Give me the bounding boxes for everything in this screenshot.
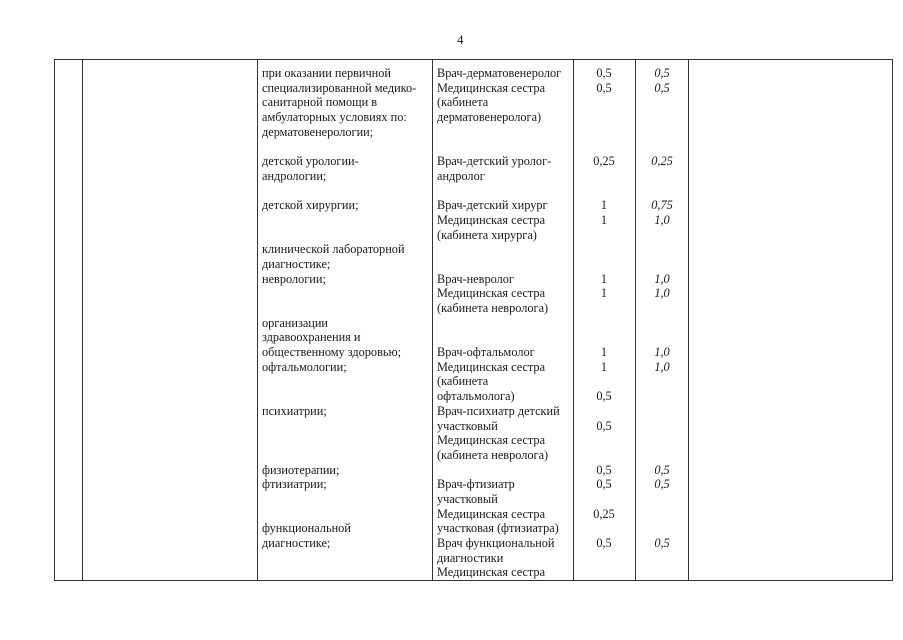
table-cell-line: 0,5 [596, 418, 612, 433]
table-cell-line [437, 330, 572, 345]
table-cell-line [262, 374, 432, 389]
column-divider [688, 60, 689, 580]
table-cell-line [574, 110, 634, 125]
table-cell-line: (кабинета невролога) [437, 447, 549, 462]
table-cell-line [574, 433, 634, 448]
actual-rate-column [636, 66, 688, 580]
table-cell-line [574, 139, 634, 154]
table-cell-line [636, 551, 688, 566]
table-cell-line [262, 228, 432, 243]
table-cell-line [636, 184, 688, 199]
table-cell-line: андролог [437, 168, 485, 183]
table-cell-line: организации [262, 315, 329, 330]
table-cell-line: 0,5 [596, 389, 612, 404]
table-cell-line: клинической лабораторной [262, 242, 405, 257]
table-cell-line: диагностике; [262, 536, 331, 550]
table-cell-line [636, 330, 688, 345]
table-cell-line [262, 419, 432, 434]
table-cell-line: Медицинская сестра [437, 286, 546, 301]
table-cell-line: (кабинета невролога) [437, 301, 549, 315]
table-cell-line [636, 169, 688, 184]
table-cell-line: 0,5 [654, 66, 670, 80]
table-cell-line: 1,0 [654, 359, 670, 374]
table-cell-line: функциональной [262, 521, 351, 536]
table-cell-line: 0,5 [596, 66, 612, 80]
table-cell-line [262, 565, 432, 580]
table-cell-line: 0,5 [596, 477, 612, 492]
table-cell-line: амбулаторных условиях по: [262, 110, 407, 125]
table-cell-line: 1 [600, 198, 608, 213]
table-cell-line: Медицинская сестра [437, 80, 546, 95]
table-cell-line: 0,5 [654, 80, 670, 95]
table-cell-line: специализированной медико- [262, 80, 417, 95]
table-cell-line: 0,5 [596, 462, 612, 477]
table-cell-line [574, 95, 634, 110]
table-cell-line [636, 492, 688, 507]
table-cell-line: 0,5 [596, 80, 612, 95]
table-cell-line [262, 301, 432, 316]
table-cell-line [636, 521, 688, 536]
table-cell-line: Медицинская сестра [437, 433, 546, 448]
table-cell-line [574, 257, 634, 272]
table-cell-line: 0,25 [593, 506, 615, 521]
table-cell-line [636, 404, 688, 419]
table-cell-line: 0,5 [654, 477, 670, 492]
table-cell-line: 0,5 [654, 462, 670, 477]
table-cell-line: 0,75 [651, 198, 673, 213]
table-cell-line: санитарной помощи в [262, 95, 378, 110]
table-cell-line: при оказании первичной [262, 66, 391, 80]
table-cell-line [636, 301, 688, 316]
table-cell-line [636, 389, 688, 404]
table-cell-line [574, 565, 634, 580]
recommended-rate-column [574, 66, 634, 580]
table-cell-line [636, 110, 688, 125]
staffing-table [54, 59, 893, 581]
table-cell-line [262, 448, 432, 463]
table-cell-line: 1,0 [654, 286, 670, 301]
table-cell-line: 0,25 [651, 154, 673, 169]
table-cell-line [574, 551, 634, 566]
table-cell-line: детской урологии- [262, 154, 359, 169]
table-cell-line: 1 [600, 286, 608, 301]
table-cell-line: Врач-невролог [437, 271, 514, 286]
table-cell-line [262, 184, 432, 199]
table-cell-line [262, 286, 432, 301]
table-cell-line [636, 139, 688, 154]
table-cell-line: 1,0 [654, 212, 670, 227]
table-cell-line [437, 125, 572, 140]
table-cell-line: офтальмолога) [437, 389, 515, 404]
table-cell-line [574, 330, 634, 345]
table-cell-line: Врач-психиатр детский [437, 403, 560, 418]
table-cell-line: диагностике; [262, 256, 331, 271]
medical-profile-column [262, 66, 432, 580]
table-cell-line: психиатрии; [262, 403, 327, 418]
table-cell-line: 1,0 [654, 271, 670, 286]
table-cell-line: участковая (фтизиатра) [437, 521, 559, 536]
table-cell-line [636, 448, 688, 463]
table-cell-line: Врач-детский уролог- [437, 154, 552, 169]
table-cell-line [574, 448, 634, 463]
table-cell-line: физиотерапии; [262, 462, 340, 477]
table-cell-line: (кабинета [437, 374, 489, 389]
table-cell-line: офтальмологии; [262, 359, 347, 374]
column-divider [257, 60, 258, 580]
table-cell-line: андрологии; [262, 168, 327, 183]
table-cell-line: Медицинская сестра [437, 212, 546, 227]
table-cell-line [574, 301, 634, 316]
table-cell-line: (кабинета [437, 95, 489, 110]
table-cell-line [437, 242, 572, 257]
table-cell-line [262, 551, 432, 566]
table-cell-line: Врач-фтизиатр [437, 477, 515, 492]
table-cell-line: (кабинета хирурга) [437, 227, 537, 242]
table-cell-line: 1 [600, 271, 608, 286]
table-cell-line [437, 257, 572, 272]
table-cell-line: 0,25 [593, 154, 615, 169]
column-divider [82, 60, 83, 580]
table-cell-line: участковый [437, 491, 498, 506]
table-cell-line: 1 [600, 359, 608, 374]
table-cell-line: Медицинская сестра [437, 359, 546, 374]
table-cell-line [574, 184, 634, 199]
table-cell-line [636, 257, 688, 272]
table-cell-line: участковый [437, 418, 498, 433]
table-cell-line: здравоохранения и [262, 330, 361, 345]
table-cell-line [574, 404, 634, 419]
table-cell-line [262, 492, 432, 507]
table-cell-line [636, 507, 688, 522]
table-cell-line [574, 374, 634, 389]
table-cell-line: неврологии; [262, 271, 326, 286]
table-cell-line [574, 228, 634, 243]
table-cell-line [574, 316, 634, 331]
table-cell-line: 1,0 [654, 345, 670, 360]
table-cell-line [262, 507, 432, 522]
table-border [54, 60, 55, 580]
table-cell-line [437, 316, 572, 331]
table-cell-line: 0,5 [654, 536, 670, 550]
table-cell-line: 0,5 [596, 536, 612, 550]
table-cell-line: общественному здоровью; [262, 345, 402, 360]
table-cell-line: Врач-детский хирург [437, 198, 548, 213]
table-cell-line: Медицинская сестра [437, 506, 546, 521]
column-divider [432, 60, 433, 580]
table-cell-line [636, 374, 688, 389]
table-cell-line: 1 [600, 345, 608, 360]
table-cell-line [636, 228, 688, 243]
table-cell-line [262, 213, 432, 228]
table-cell-line: 1 [600, 212, 608, 227]
table-cell-line [262, 389, 432, 404]
table-cell-line: Врач-офтальмолог [437, 345, 535, 360]
table-cell-line: дерматовенеролога) [437, 110, 542, 125]
table-cell-line: Врач функциональной [437, 536, 555, 550]
table-cell-line [437, 463, 572, 478]
page-number: 4 [457, 32, 464, 47]
table-cell-line: Врач-дерматовенеролог [437, 66, 562, 80]
table-cell-line [437, 184, 572, 199]
table-cell-line [636, 419, 688, 434]
table-cell-line: Медицинская сестра [437, 565, 546, 580]
table-cell-line [574, 492, 634, 507]
table-cell-line [636, 316, 688, 331]
table-cell-line [636, 125, 688, 140]
table-cell-line [262, 433, 432, 448]
table-cell-line [636, 95, 688, 110]
table-cell-line [574, 242, 634, 257]
table-cell-line [437, 139, 572, 154]
table-cell-line: детской хирургии; [262, 198, 359, 213]
table-cell-line [636, 565, 688, 580]
table-cell-line [636, 242, 688, 257]
table-cell-line: диагностики [437, 550, 504, 565]
table-cell-line [636, 433, 688, 448]
table-cell-line [574, 125, 634, 140]
table-cell-line [574, 169, 634, 184]
position-column [437, 66, 572, 580]
table-cell-line [574, 521, 634, 536]
table-border [892, 60, 893, 580]
table-cell-line: фтизиатрии; [262, 477, 327, 492]
table-cell-line: дерматовенерологии; [262, 124, 374, 139]
table-cell-line [262, 139, 432, 154]
